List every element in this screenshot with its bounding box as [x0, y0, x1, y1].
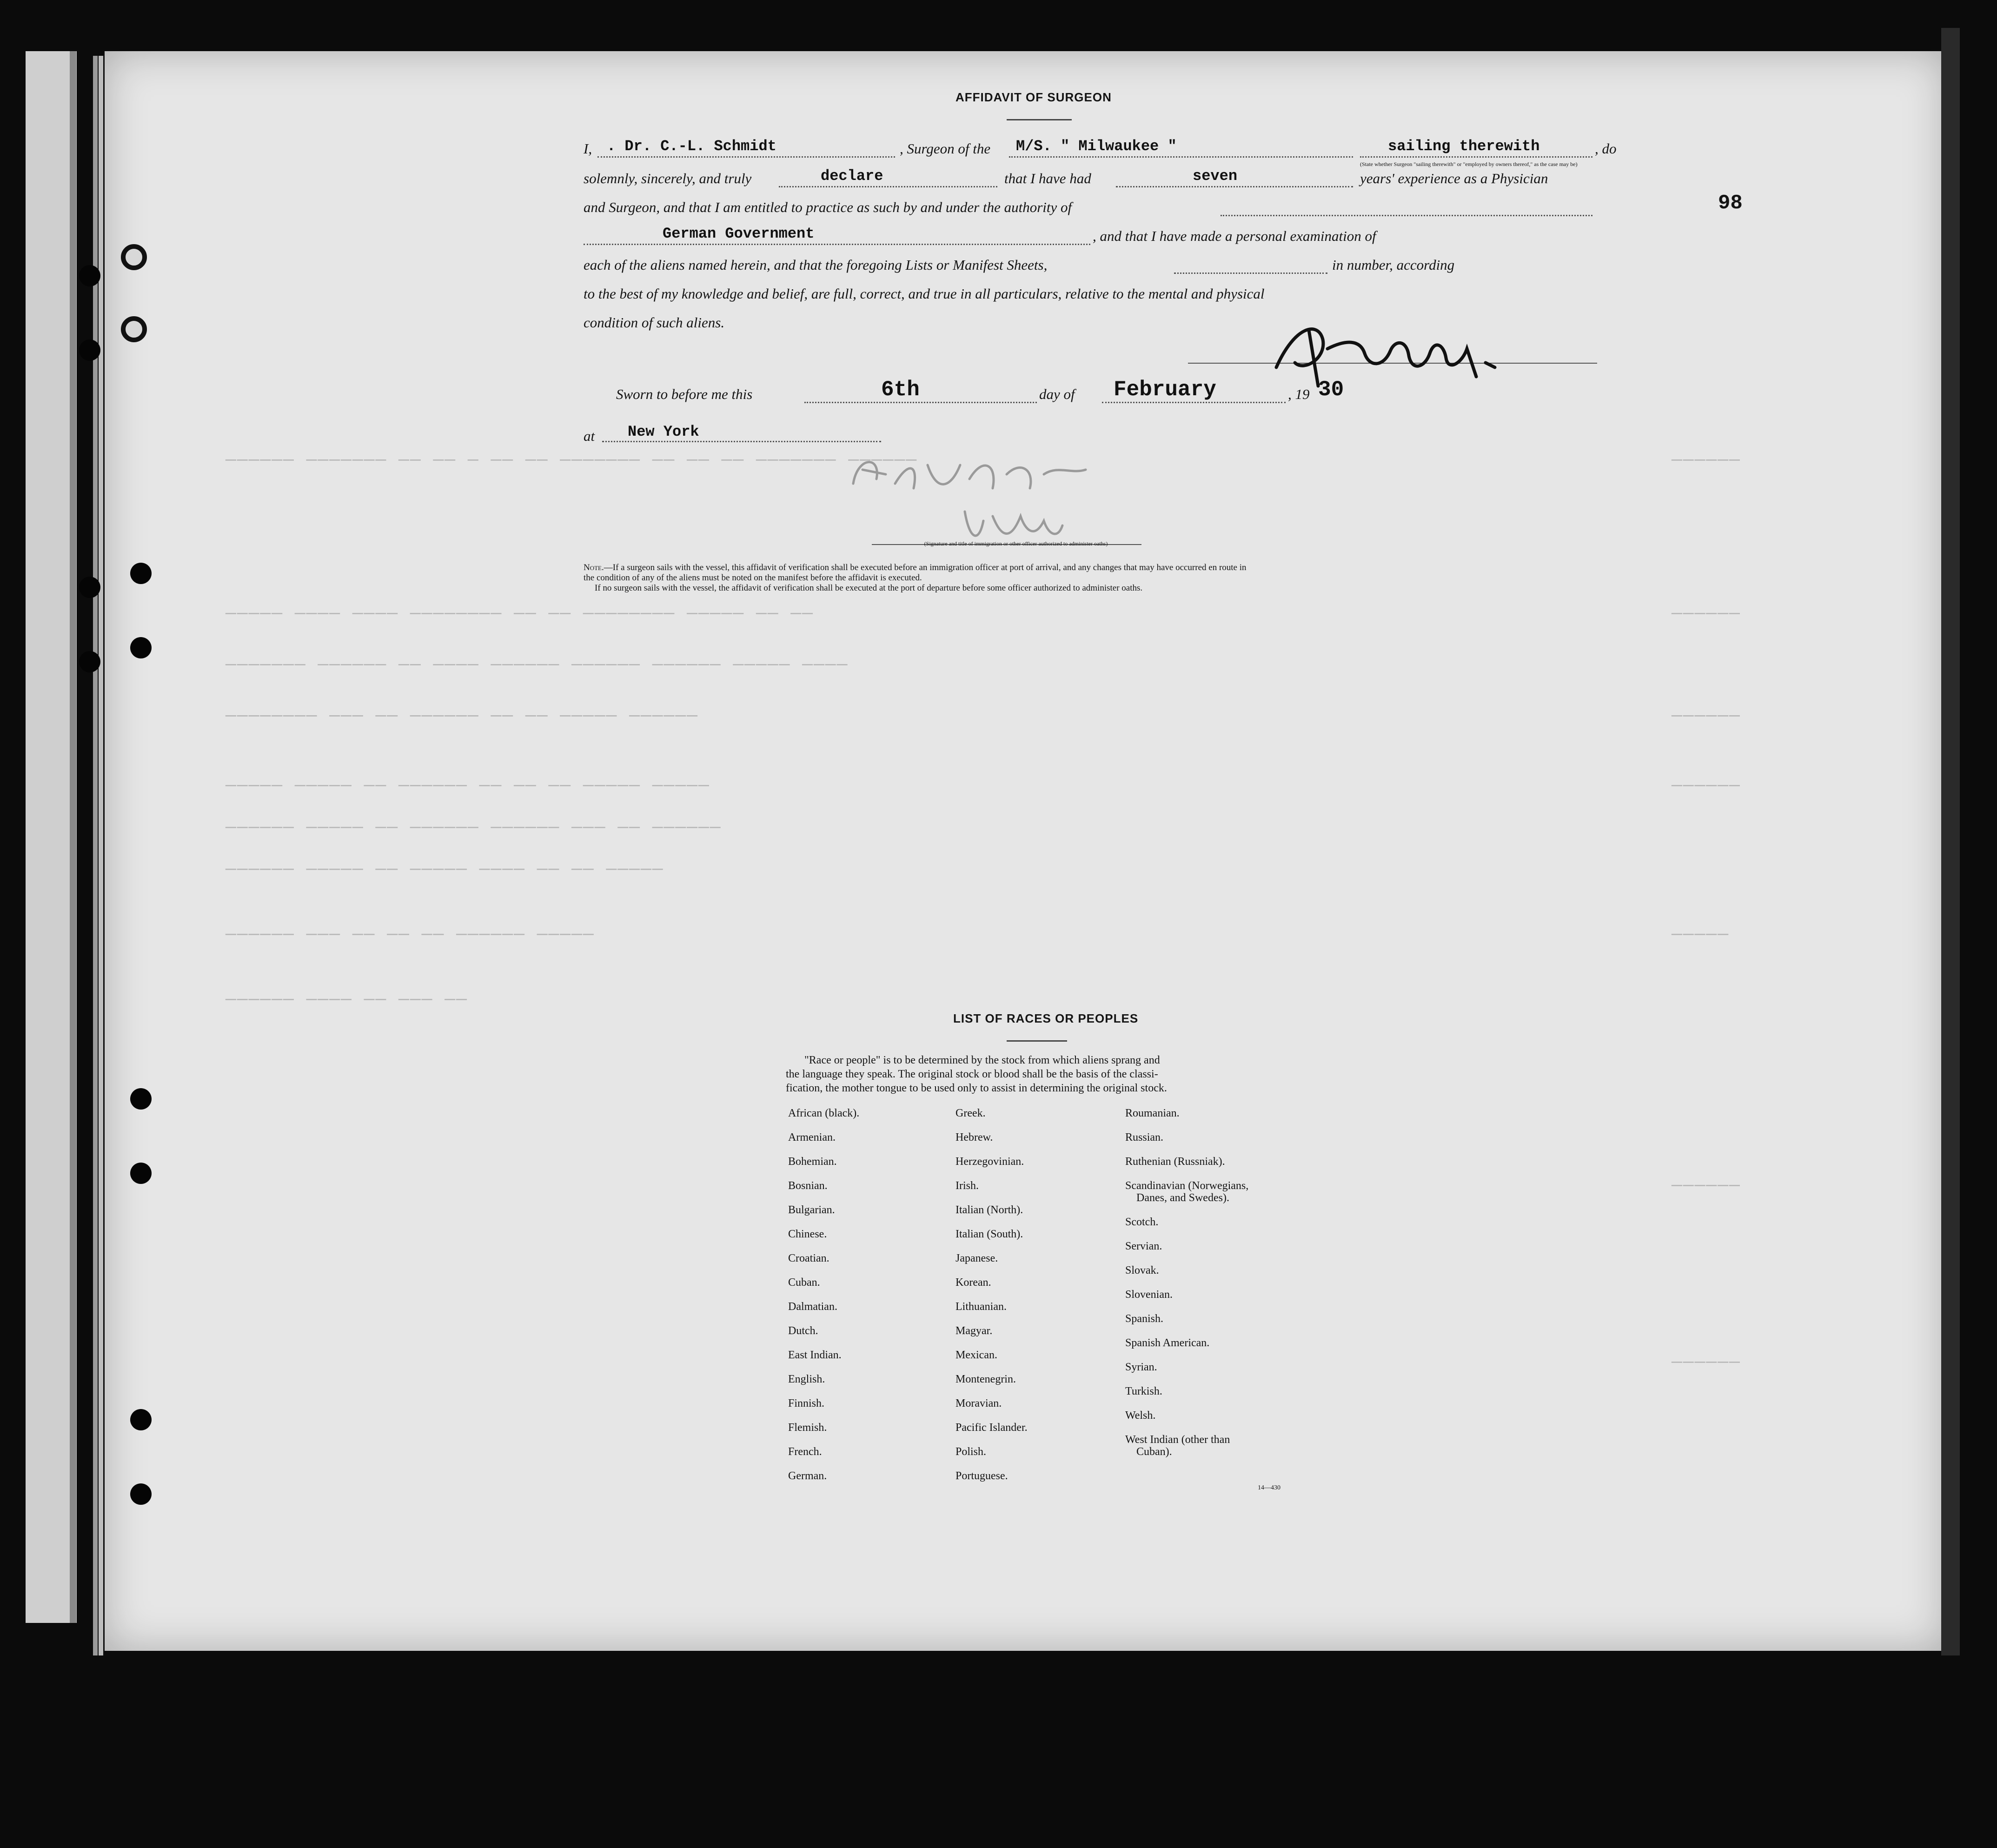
binder-ring — [121, 244, 147, 270]
affidavit-text: to the best of my knowledge and belief, are full, correct, and true in all particulars, relative to the mental and physical — [584, 286, 1265, 302]
affidavit-text: Sworn to before me this — [616, 386, 753, 402]
bleed-through-text: ────── — [1672, 707, 1741, 727]
affidavit-text: in number, according — [1332, 257, 1455, 273]
affidavit-text: each of the aliens named herein, and that the foregoing Lists or Manifest Sheets, — [584, 257, 1048, 273]
race-item: Servian. — [1125, 1240, 1162, 1252]
race-item: Bulgarian. — [788, 1204, 835, 1216]
race-item: Bosnian. — [788, 1180, 828, 1192]
race-item: Spanish American. — [1125, 1337, 1210, 1349]
race-item: French. — [788, 1446, 822, 1458]
race-item: Armenian. — [788, 1131, 836, 1143]
race-item: Syrian. — [1125, 1361, 1157, 1373]
binder-hole — [130, 1163, 152, 1184]
race-item: Flemish. — [788, 1422, 827, 1434]
race-item: Polish. — [955, 1446, 987, 1458]
races-title: LIST OF RACES OR PEOPLES — [953, 1011, 1139, 1025]
affidavit-text: years' experience as a Physician — [1360, 170, 1548, 186]
sworn-day: 6th — [881, 378, 920, 402]
bleed-through-text: ───── ───── ── ────── ── ── ── ───── ───── — [226, 777, 710, 797]
race-item — [1125, 1174, 1320, 1210]
races-intro — [786, 1053, 1409, 1095]
race-item: Slovenian. — [1125, 1289, 1173, 1301]
binder-hole — [79, 577, 100, 598]
bleed-through-text: ────── — [1672, 1353, 1741, 1373]
race-item: Mexican. — [955, 1349, 997, 1361]
race-item: Finnish. — [788, 1397, 825, 1409]
race-item: Italian (North). — [955, 1204, 1023, 1216]
race-item: Herzegovinian. — [955, 1156, 1024, 1168]
binder-hole — [79, 339, 100, 361]
race-item: Russian. — [1125, 1131, 1164, 1143]
bleed-through-text: ────── ──── ── ─── ── — [226, 990, 468, 1010]
races-column-3 — [1125, 1101, 1320, 1458]
fill-line — [584, 230, 1090, 245]
race-item: Montenegrin. — [955, 1373, 1016, 1385]
intro-line: fication, the mother tongue to be used only to assist in determining the original stock. — [786, 1082, 1167, 1094]
affidavit-title: AFFIDAVIT OF SURGEON — [955, 90, 1112, 104]
race-item: Ruthenian (Russniak). — [1125, 1156, 1225, 1168]
race-item: African (black). — [788, 1107, 860, 1119]
race-item: Dutch. — [788, 1325, 818, 1337]
race-item: Portuguese. — [955, 1470, 1008, 1482]
race-item: Hebrew. — [955, 1131, 993, 1143]
affidavit-text: day of — [1039, 386, 1075, 402]
bleed-through-text: ────── — [1672, 451, 1741, 471]
binder-ring — [121, 316, 147, 342]
affidavit-text: , do — [1595, 140, 1617, 157]
race-item: Croatian. — [788, 1252, 829, 1264]
race-item: Spanish. — [1125, 1313, 1164, 1325]
bleed-through-text: ────── ───── ── ────── ────── ─── ── ────── — [226, 818, 722, 838]
intro-line: "Race or people" is to be determined by the stock from which aliens sprang and — [804, 1054, 1160, 1066]
affidavit-text: I, — [584, 140, 592, 157]
race-item: Dalmatian. — [788, 1301, 837, 1313]
race-item: English. — [788, 1373, 825, 1385]
race-item: Italian (South). — [955, 1228, 1023, 1240]
bleed-through-text: ────── ─── ── ── ── ────── ───── — [226, 925, 595, 945]
sworn-month: February — [1114, 378, 1216, 402]
race-item: Chinese. — [788, 1228, 827, 1240]
affidavit-text: , Surgeon of the — [900, 140, 991, 157]
binder-hole — [130, 1483, 152, 1505]
race-item: Turkish. — [1125, 1385, 1162, 1397]
note-line: the condition of any of the aliens must be noted on the manifest before the affidavit is executed. — [584, 573, 922, 583]
race-item: Welsh. — [1125, 1409, 1156, 1422]
fill-line — [804, 388, 1037, 403]
page-edge — [99, 56, 103, 1655]
declaration-verb: declare — [821, 167, 883, 185]
page-edge — [93, 56, 98, 1655]
officer-caption: (Signature and title of immigration or other officer authorized to administer oaths) — [924, 540, 1108, 547]
bleed-through-text: ──────── ─── ── ────── ── ── ───── ────── — [226, 707, 698, 727]
bleed-through-text: ───── — [1672, 925, 1730, 945]
race-item: Cuban. — [788, 1276, 820, 1289]
note-label: Note. — [584, 563, 604, 572]
race-item: East Indian. — [788, 1349, 842, 1361]
race-item: Roumanian. — [1125, 1107, 1180, 1119]
binder-hole — [130, 637, 152, 658]
sworn-place: New York — [628, 423, 699, 440]
fill-line — [1174, 259, 1327, 274]
surgeon-signature — [1267, 312, 1527, 391]
affidavit-text: , 19 — [1288, 386, 1310, 402]
affidavit-text: that I have had — [1004, 170, 1091, 186]
manifest-page — [105, 51, 1946, 1651]
title-rule — [1007, 1040, 1067, 1042]
bleed-through-text: ────── — [1672, 605, 1741, 625]
years-experience: seven — [1193, 167, 1238, 185]
surgeon-status: sailing therewith — [1388, 138, 1540, 155]
bleed-through-text: ────── ───── ── ───── ──── ── ── ───── — [226, 860, 664, 880]
race-item-line: Scandinavian (Norwegians, — [1125, 1180, 1249, 1192]
vessel-name: M/S. " Milwaukee " — [1016, 138, 1177, 155]
status-instruction: (State whether Surgeon "sailing therewith" or "employed by owners thereof," as the case may be) — [1360, 161, 1578, 167]
race-item-line: Cuban). — [1136, 1446, 1172, 1458]
form-number: 14—430 — [1258, 1484, 1280, 1491]
binding-shadow — [1941, 28, 1960, 1655]
race-item: German. — [788, 1470, 827, 1482]
bleed-through-text: ────── ─────── ── ── ─ ── ── ─────── ── ── ── ─────── ────── — [226, 451, 918, 471]
binder-hole — [130, 1088, 152, 1110]
race-item-line: West Indian (other than — [1125, 1434, 1230, 1446]
race-item: Lithuanian. — [955, 1301, 1007, 1313]
race-item-line: Danes, and Swedes). — [1136, 1192, 1229, 1204]
race-item: Korean. — [955, 1276, 991, 1289]
races-column-2 — [955, 1101, 1028, 1488]
binder-hole — [79, 651, 100, 672]
race-item: Greek. — [955, 1107, 986, 1119]
binder-hole — [130, 1409, 152, 1430]
race-item: Japanese. — [955, 1252, 998, 1264]
bleed-through-text: ────── — [1672, 1177, 1741, 1197]
races-column-1 — [788, 1101, 859, 1488]
licensing-authority: German Government — [663, 225, 815, 242]
race-item: Irish. — [955, 1180, 979, 1192]
affidavit-text: at — [584, 428, 595, 444]
bleed-through-text: ───── ──── ──── ──────── ── ── ──────── ───── ── ── — [226, 605, 814, 625]
race-item: Scotch. — [1125, 1216, 1159, 1228]
race-item — [1125, 1428, 1320, 1458]
binder-hole — [130, 563, 152, 584]
affidavit-text: condition of such aliens. — [584, 314, 725, 331]
fill-line — [779, 172, 997, 187]
title-rule — [1007, 119, 1072, 120]
affidavit-text: solemnly, sincerely, and truly — [584, 170, 752, 186]
race-item: Pacific Islander. — [955, 1422, 1028, 1434]
affidavit-note — [584, 563, 1602, 593]
binder-hole — [79, 265, 100, 286]
note-line: —If a surgeon sails with the vessel, this affidavit of verification shall be executed before an immigration officer at port of arrival, and any changes that may have occurred en route in — [604, 563, 1247, 572]
bleed-through-text: ────── — [1672, 777, 1741, 797]
bleed-through-text: ─────── ────── ── ──── ────── ────── ────── ───── ──── — [226, 656, 849, 676]
affidavit-text: and Surgeon, and that I am entitled to practice as such by and under the authority of — [584, 199, 1072, 215]
race-item: Magyar. — [955, 1325, 993, 1337]
page-number: 98 — [1718, 192, 1743, 215]
surgeon-name: . Dr. C.-L. Schmidt — [607, 138, 776, 155]
sworn-year: 30 — [1318, 378, 1344, 402]
race-item: Bohemian. — [788, 1156, 837, 1168]
race-item: Moravian. — [955, 1397, 1002, 1409]
race-item: Slovak. — [1125, 1264, 1159, 1276]
affidavit-text: , and that I have made a personal examination of — [1093, 228, 1376, 244]
fill-line — [1221, 201, 1592, 216]
binder-strip — [26, 51, 77, 1623]
intro-line: the language they speak. The original stock or blood shall be the basis of the classi- — [786, 1068, 1158, 1080]
note-line: If no surgeon sails with the vessel, the affidavit of verification shall be executed at the port of departure before some officer authorized to administer oaths. — [595, 583, 1143, 593]
